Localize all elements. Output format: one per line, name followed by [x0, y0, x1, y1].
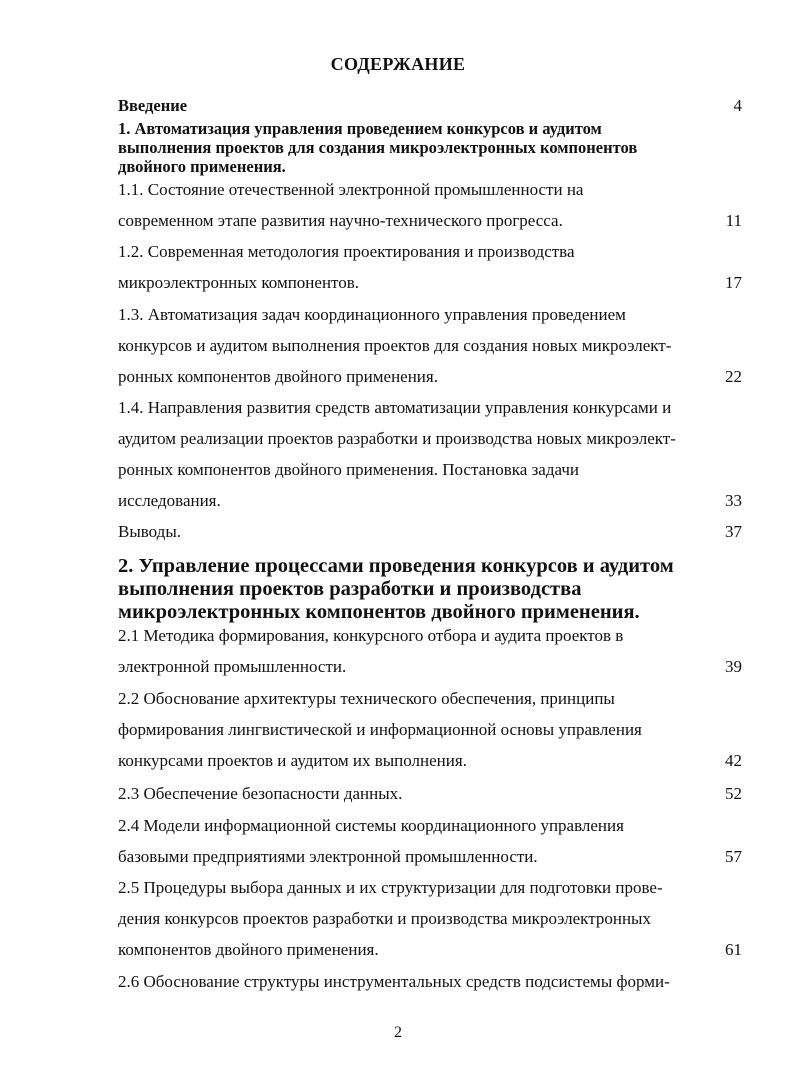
chapter1-heading-line: двойного применения. [118, 157, 286, 176]
page-title: СОДЕРЖАНИЕ [330, 54, 466, 74]
chapter1-heading-line: 1. Автоматизация управления проведением конкурсов и аудитом [118, 119, 602, 138]
toc-entry-1-1-page: 11 [725, 211, 742, 230]
toc-entry-1-2-page: 17 [725, 273, 742, 292]
toc-entry-1-4-line: ронных компонентов двойного применения. Постановка задачи [118, 460, 580, 479]
toc-entry-conclusions-page: 37 [725, 522, 742, 541]
page-number: 2 [394, 1024, 402, 1041]
chapter2-heading-line: микроэлектронных компонентов двойного применения. [118, 601, 640, 623]
toc-entry-2-1-page: 39 [725, 657, 742, 676]
chapter2-heading-line: выполнения проектов разработки и производства [118, 578, 582, 600]
toc-entry-1-4-page: 33 [725, 491, 742, 510]
toc-entry-2-2-line: формирования лингвистической и информационной основы управления [118, 720, 642, 739]
toc-entry-conclusions-line: Выводы. [118, 522, 182, 541]
chapter2-heading-line: 2. Управление процессами проведения конкурсов и аудитом [118, 555, 674, 577]
toc-entry-1-1-line: 1.1. Состояние отечественной электронной промышленности на [118, 180, 584, 199]
toc-entry-2-5-page: 61 [725, 940, 742, 959]
toc-entry-2-4-page: 57 [725, 847, 742, 866]
toc-entry-2-5-line: 2.5 Процедуры выбора данных и их структуризации для подготовки прове- [118, 878, 663, 897]
toc-entry-1-1-line: современном этапе развития научно-технического прогресса. [118, 211, 563, 230]
toc-entry-2-5-line: компонентов двойного применения. [118, 940, 379, 959]
toc-entry-2-5-line: дения конкурсов проектов разработки и производства микроэлектронных [118, 909, 651, 928]
toc-entry-1-4-line: исследования. [118, 491, 221, 510]
toc-entry-2-2-page: 42 [725, 751, 742, 770]
toc-entry-1-3-line: 1.3. Автоматизация задач координационного управления проведением [118, 305, 626, 324]
toc-entry-2-4-line: 2.4 Модели информационной системы координационного управления [118, 816, 624, 835]
toc-entry-1-4-line: 1.4. Направления развития средств автоматизации управления конкурсами и [118, 398, 672, 417]
toc-entry-2-6-line: 2.6 Обоснование структуры инструментальных средств подсистемы форми- [118, 972, 670, 991]
toc-entry-2-2-line: конкурсами проектов и аудитом их выполнения. [118, 751, 467, 770]
toc-entry-1-3-line: ронных компонентов двойного применения. [118, 367, 438, 386]
toc-entry-2-4-line: базовыми предприятиями электронной промышленности. [118, 847, 538, 866]
toc-intro-page: 4 [733, 96, 742, 115]
toc-entry-1-3-page: 22 [725, 367, 742, 386]
toc-entry-2-3-page: 52 [725, 784, 742, 803]
toc-entry-1-4-line: аудитом реализации проектов разработки и производства новых микроэлект- [118, 429, 676, 448]
toc-entry-2-3-line: 2.3 Обеспечение безопасности данных. [118, 784, 403, 803]
toc-intro-label: Введение [118, 96, 188, 115]
toc-entry-2-1-line: 2.1 Методика формирования, конкурсного отбора и аудита проектов в [118, 626, 624, 645]
toc-entry-2-1-line: электронной промышленности. [118, 657, 347, 676]
toc-entry-2-2-line: 2.2 Обоснование архитектуры технического обеспечения, принципы [118, 689, 615, 708]
toc-entry-1-2-line: 1.2. Современная методология проектирования и производства [118, 242, 575, 261]
toc-entry-1-2-line: микроэлектронных компонентов. [118, 273, 360, 292]
chapter1-heading-line: выполнения проектов для создания микроэлектронных компонентов [118, 138, 638, 157]
toc-entry-1-3-line: конкурсов и аудитом выполнения проектов для создания новых микроэлект- [118, 336, 672, 355]
